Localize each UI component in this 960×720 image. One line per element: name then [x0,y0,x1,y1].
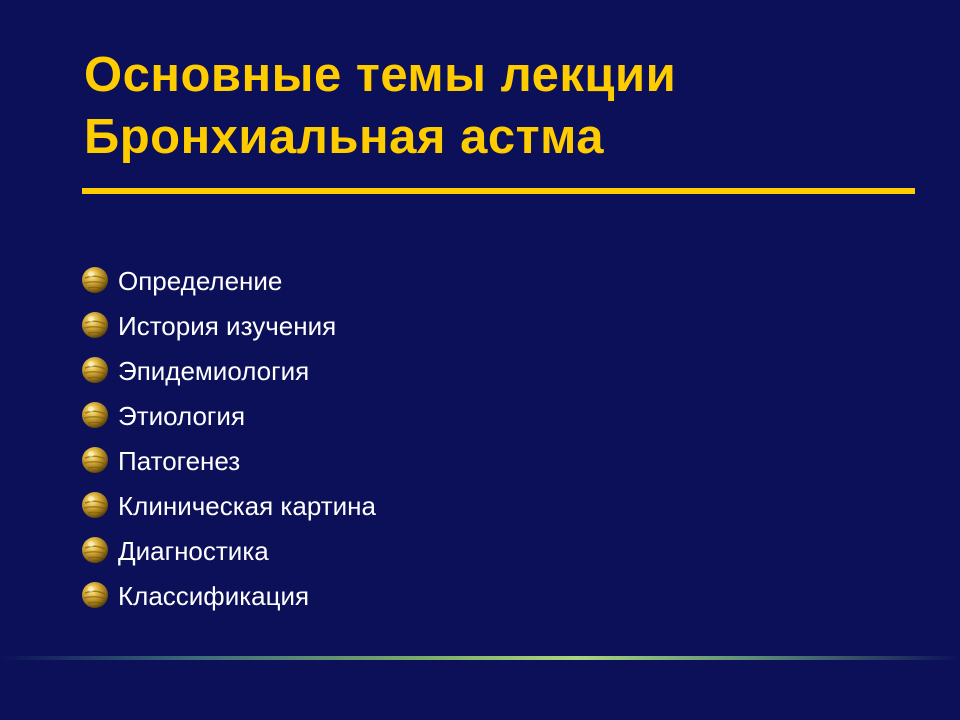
slide-title-line-1: Основные темы лекции [84,48,677,102]
footer-divider [0,656,960,660]
topic-label: Этиология [118,400,246,431]
slide-title-line-2: Бронхиальная астма [84,110,604,164]
topic-label: Классификация [118,580,310,611]
topic-label: Патогенез [118,445,241,476]
gold-sphere-icon [80,445,110,475]
topic-item-clinical-picture [80,483,376,528]
topic-item-epidemiology [80,348,376,393]
topic-label: Эпидемиология [118,355,310,386]
topic-label: Диагностика [118,535,269,566]
topic-label: Клиническая картина [118,490,376,521]
topic-item-classification [80,573,376,618]
gold-sphere-icon [80,265,110,295]
gold-sphere-icon [80,400,110,430]
slide-title [84,44,676,168]
topic-item-definition [80,258,376,303]
gold-sphere-icon [80,535,110,565]
topic-label: История изучения [118,310,337,341]
gold-sphere-icon [80,580,110,610]
topic-list [80,258,376,618]
title-underline [82,188,915,194]
topic-item-history [80,303,376,348]
gold-sphere-icon [80,310,110,340]
topic-item-diagnostics [80,528,376,573]
gold-sphere-icon [80,355,110,385]
topic-item-etiology [80,393,376,438]
topic-label: Определение [118,265,283,296]
topic-item-pathogenesis [80,438,376,483]
gold-sphere-icon [80,490,110,520]
